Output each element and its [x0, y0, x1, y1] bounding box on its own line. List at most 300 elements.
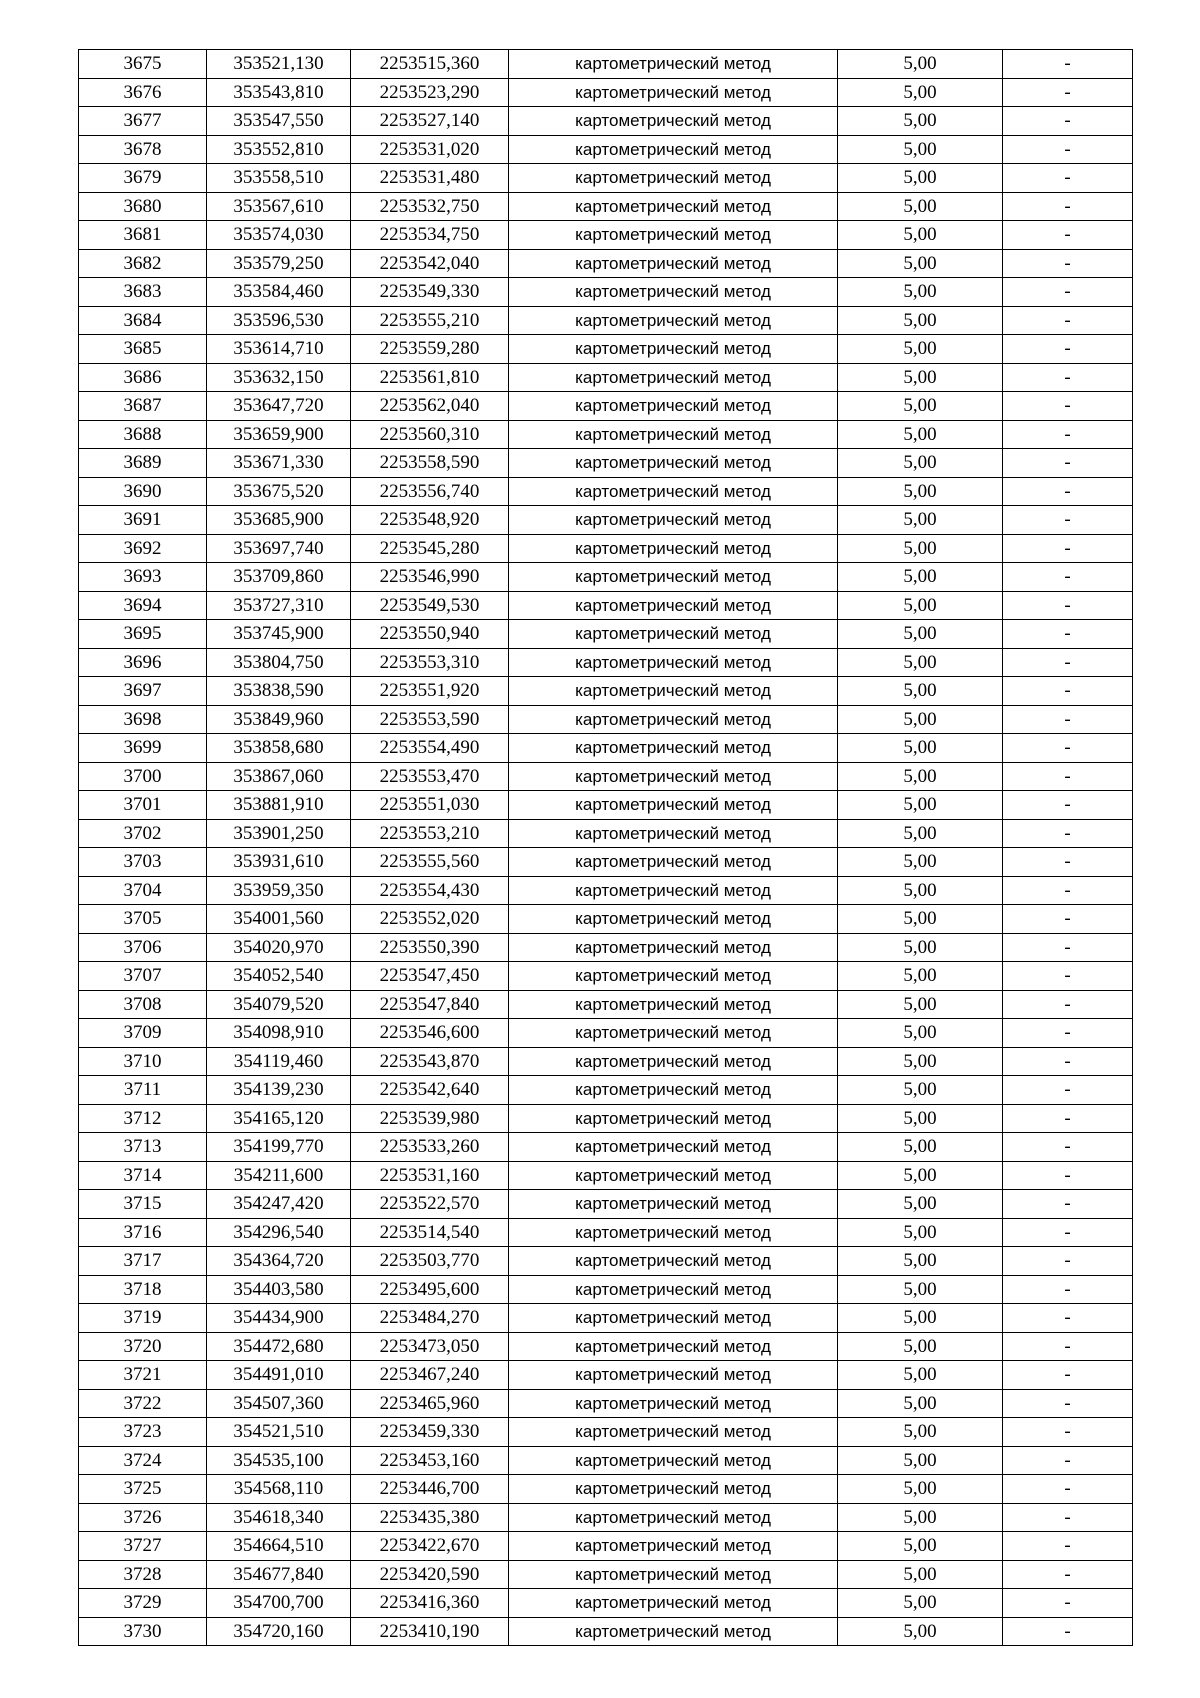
method-cell: картометрический метод — [509, 1247, 838, 1276]
description-cell: - — [1003, 705, 1133, 734]
y-coordinate-cell: 2253465,960 — [351, 1389, 509, 1418]
point-number-cell: 3676 — [79, 78, 207, 107]
point-number-cell: 3695 — [79, 620, 207, 649]
point-number-cell: 3712 — [79, 1104, 207, 1133]
x-coordinate-cell: 353685,900 — [207, 506, 351, 535]
method-cell: картометрический метод — [509, 1133, 838, 1162]
accuracy-cell: 5,00 — [838, 221, 1003, 250]
point-number-cell: 3694 — [79, 591, 207, 620]
point-number-cell: 3719 — [79, 1304, 207, 1333]
table-row — [79, 392, 1133, 421]
method-cell: картометрический метод — [509, 50, 838, 79]
x-coordinate-cell: 353521,130 — [207, 50, 351, 79]
accuracy-cell: 5,00 — [838, 1304, 1003, 1333]
table-row — [79, 1019, 1133, 1048]
table-row — [79, 506, 1133, 535]
table-row — [79, 1133, 1133, 1162]
x-coordinate-cell: 354700,700 — [207, 1589, 351, 1618]
description-cell: - — [1003, 1617, 1133, 1646]
method-cell: картометрический метод — [509, 1104, 838, 1133]
table-row — [79, 135, 1133, 164]
y-coordinate-cell: 2253560,310 — [351, 420, 509, 449]
y-coordinate-cell: 2253453,160 — [351, 1446, 509, 1475]
description-cell: - — [1003, 1019, 1133, 1048]
y-coordinate-cell: 2253553,310 — [351, 648, 509, 677]
x-coordinate-cell: 354677,840 — [207, 1560, 351, 1589]
point-number-cell: 3700 — [79, 762, 207, 791]
y-coordinate-cell: 2253546,990 — [351, 563, 509, 592]
point-number-cell: 3726 — [79, 1503, 207, 1532]
table-row — [79, 50, 1133, 79]
x-coordinate-cell: 354720,160 — [207, 1617, 351, 1646]
description-cell: - — [1003, 50, 1133, 79]
accuracy-cell: 5,00 — [838, 1275, 1003, 1304]
point-number-cell: 3727 — [79, 1532, 207, 1561]
x-coordinate-cell: 353838,590 — [207, 677, 351, 706]
point-number-cell: 3707 — [79, 962, 207, 991]
method-cell: картометрический метод — [509, 278, 838, 307]
method-cell: картометрический метод — [509, 962, 838, 991]
point-number-cell: 3724 — [79, 1446, 207, 1475]
method-cell: картометрический метод — [509, 1389, 838, 1418]
accuracy-cell: 5,00 — [838, 78, 1003, 107]
point-number-cell: 3704 — [79, 876, 207, 905]
point-number-cell: 3698 — [79, 705, 207, 734]
table-row — [79, 1361, 1133, 1390]
accuracy-cell: 5,00 — [838, 648, 1003, 677]
accuracy-cell: 5,00 — [838, 420, 1003, 449]
table-row — [79, 563, 1133, 592]
y-coordinate-cell: 2253522,570 — [351, 1190, 509, 1219]
x-coordinate-cell: 353901,250 — [207, 819, 351, 848]
accuracy-cell: 5,00 — [838, 876, 1003, 905]
point-number-cell: 3709 — [79, 1019, 207, 1048]
accuracy-cell: 5,00 — [838, 1361, 1003, 1390]
accuracy-cell: 5,00 — [838, 1190, 1003, 1219]
table-row — [79, 848, 1133, 877]
method-cell: картометрический метод — [509, 620, 838, 649]
accuracy-cell: 5,00 — [838, 734, 1003, 763]
method-cell: картометрический метод — [509, 107, 838, 136]
coordinates-table — [78, 49, 1133, 1646]
table-row — [79, 962, 1133, 991]
description-cell: - — [1003, 1589, 1133, 1618]
y-coordinate-cell: 2253553,470 — [351, 762, 509, 791]
accuracy-cell: 5,00 — [838, 107, 1003, 136]
description-cell: - — [1003, 848, 1133, 877]
point-number-cell: 3715 — [79, 1190, 207, 1219]
y-coordinate-cell: 2253514,540 — [351, 1218, 509, 1247]
y-coordinate-cell: 2253553,210 — [351, 819, 509, 848]
y-coordinate-cell: 2253515,360 — [351, 50, 509, 79]
y-coordinate-cell: 2253446,700 — [351, 1475, 509, 1504]
accuracy-cell: 5,00 — [838, 848, 1003, 877]
accuracy-cell: 5,00 — [838, 278, 1003, 307]
point-number-cell: 3711 — [79, 1076, 207, 1105]
x-coordinate-cell: 354491,010 — [207, 1361, 351, 1390]
method-cell: картометрический метод — [509, 1190, 838, 1219]
method-cell: картометрический метод — [509, 905, 838, 934]
method-cell: картометрический метод — [509, 78, 838, 107]
x-coordinate-cell: 353614,710 — [207, 335, 351, 364]
x-coordinate-cell: 354507,360 — [207, 1389, 351, 1418]
accuracy-cell: 5,00 — [838, 506, 1003, 535]
table-row — [79, 335, 1133, 364]
table-row — [79, 1332, 1133, 1361]
point-number-cell: 3678 — [79, 135, 207, 164]
description-cell: - — [1003, 192, 1133, 221]
accuracy-cell: 5,00 — [838, 705, 1003, 734]
method-cell: картометрический метод — [509, 990, 838, 1019]
y-coordinate-cell: 2253554,490 — [351, 734, 509, 763]
y-coordinate-cell: 2253473,050 — [351, 1332, 509, 1361]
accuracy-cell: 5,00 — [838, 192, 1003, 221]
description-cell: - — [1003, 677, 1133, 706]
x-coordinate-cell: 353881,910 — [207, 791, 351, 820]
method-cell: картометрический метод — [509, 591, 838, 620]
description-cell: - — [1003, 1361, 1133, 1390]
x-coordinate-cell: 353584,460 — [207, 278, 351, 307]
x-coordinate-cell: 354618,340 — [207, 1503, 351, 1532]
method-cell: картометрический метод — [509, 1617, 838, 1646]
table-row — [79, 1446, 1133, 1475]
accuracy-cell: 5,00 — [838, 1532, 1003, 1561]
method-cell: картометрический метод — [509, 306, 838, 335]
table-row — [79, 762, 1133, 791]
description-cell: - — [1003, 734, 1133, 763]
point-number-cell: 3716 — [79, 1218, 207, 1247]
accuracy-cell: 5,00 — [838, 1133, 1003, 1162]
table-row — [79, 164, 1133, 193]
x-coordinate-cell: 353647,720 — [207, 392, 351, 421]
x-coordinate-cell: 353709,860 — [207, 563, 351, 592]
y-coordinate-cell: 2253420,590 — [351, 1560, 509, 1589]
y-coordinate-cell: 2253531,480 — [351, 164, 509, 193]
method-cell: картометрический метод — [509, 1418, 838, 1447]
x-coordinate-cell: 353659,900 — [207, 420, 351, 449]
x-coordinate-cell: 354364,720 — [207, 1247, 351, 1276]
accuracy-cell: 5,00 — [838, 819, 1003, 848]
y-coordinate-cell: 2253410,190 — [351, 1617, 509, 1646]
description-cell: - — [1003, 1446, 1133, 1475]
description-cell: - — [1003, 477, 1133, 506]
y-coordinate-cell: 2253558,590 — [351, 449, 509, 478]
description-cell: - — [1003, 278, 1133, 307]
point-number-cell: 3729 — [79, 1589, 207, 1618]
point-number-cell: 3717 — [79, 1247, 207, 1276]
table-row — [79, 819, 1133, 848]
method-cell: картометрический метод — [509, 563, 838, 592]
point-number-cell: 3702 — [79, 819, 207, 848]
x-coordinate-cell: 354098,910 — [207, 1019, 351, 1048]
table-row — [79, 1617, 1133, 1646]
accuracy-cell: 5,00 — [838, 933, 1003, 962]
accuracy-cell: 5,00 — [838, 620, 1003, 649]
description-cell: - — [1003, 506, 1133, 535]
method-cell: картометрический метод — [509, 221, 838, 250]
description-cell: - — [1003, 1047, 1133, 1076]
accuracy-cell: 5,00 — [838, 791, 1003, 820]
description-cell: - — [1003, 249, 1133, 278]
table-row — [79, 1076, 1133, 1105]
table-row — [79, 477, 1133, 506]
method-cell: картометрический метод — [509, 335, 838, 364]
x-coordinate-cell: 353547,550 — [207, 107, 351, 136]
x-coordinate-cell: 353727,310 — [207, 591, 351, 620]
y-coordinate-cell: 2253416,360 — [351, 1589, 509, 1618]
table-row — [79, 620, 1133, 649]
table-row — [79, 990, 1133, 1019]
accuracy-cell: 5,00 — [838, 50, 1003, 79]
x-coordinate-cell: 353552,810 — [207, 135, 351, 164]
x-coordinate-cell: 354119,460 — [207, 1047, 351, 1076]
point-number-cell: 3686 — [79, 363, 207, 392]
method-cell: картометрический метод — [509, 819, 838, 848]
method-cell: картометрический метод — [509, 848, 838, 877]
table-row — [79, 1389, 1133, 1418]
accuracy-cell: 5,00 — [838, 1560, 1003, 1589]
method-cell: картометрический метод — [509, 449, 838, 478]
method-cell: картометрический метод — [509, 1218, 838, 1247]
accuracy-cell: 5,00 — [838, 306, 1003, 335]
method-cell: картометрический метод — [509, 249, 838, 278]
table-row — [79, 278, 1133, 307]
y-coordinate-cell: 2253547,450 — [351, 962, 509, 991]
y-coordinate-cell: 2253459,330 — [351, 1418, 509, 1447]
y-coordinate-cell: 2253554,430 — [351, 876, 509, 905]
table-row — [79, 363, 1133, 392]
table-row — [79, 705, 1133, 734]
x-coordinate-cell: 353567,610 — [207, 192, 351, 221]
x-coordinate-cell: 354403,580 — [207, 1275, 351, 1304]
method-cell: картометрический метод — [509, 1503, 838, 1532]
x-coordinate-cell: 354199,770 — [207, 1133, 351, 1162]
x-coordinate-cell: 354211,600 — [207, 1161, 351, 1190]
point-number-cell: 3720 — [79, 1332, 207, 1361]
point-number-cell: 3699 — [79, 734, 207, 763]
method-cell: картометрический метод — [509, 164, 838, 193]
table-row — [79, 648, 1133, 677]
point-number-cell: 3708 — [79, 990, 207, 1019]
x-coordinate-cell: 353558,510 — [207, 164, 351, 193]
point-number-cell: 3714 — [79, 1161, 207, 1190]
table-row — [79, 534, 1133, 563]
table-row — [79, 791, 1133, 820]
accuracy-cell: 5,00 — [838, 1104, 1003, 1133]
y-coordinate-cell: 2253484,270 — [351, 1304, 509, 1333]
method-cell: картометрический метод — [509, 677, 838, 706]
y-coordinate-cell: 2253422,670 — [351, 1532, 509, 1561]
method-cell: картометрический метод — [509, 392, 838, 421]
x-coordinate-cell: 353804,750 — [207, 648, 351, 677]
point-number-cell: 3728 — [79, 1560, 207, 1589]
y-coordinate-cell: 2253556,740 — [351, 477, 509, 506]
y-coordinate-cell: 2253561,810 — [351, 363, 509, 392]
accuracy-cell: 5,00 — [838, 1076, 1003, 1105]
table-row — [79, 1503, 1133, 1532]
description-cell: - — [1003, 1247, 1133, 1276]
x-coordinate-cell: 354472,680 — [207, 1332, 351, 1361]
description-cell: - — [1003, 876, 1133, 905]
point-number-cell: 3684 — [79, 306, 207, 335]
method-cell: картометрический метод — [509, 1332, 838, 1361]
accuracy-cell: 5,00 — [838, 1475, 1003, 1504]
x-coordinate-cell: 354434,900 — [207, 1304, 351, 1333]
table-row — [79, 78, 1133, 107]
table-row — [79, 1560, 1133, 1589]
table-row — [79, 192, 1133, 221]
accuracy-cell: 5,00 — [838, 591, 1003, 620]
description-cell: - — [1003, 620, 1133, 649]
point-number-cell: 3690 — [79, 477, 207, 506]
table-row — [79, 1218, 1133, 1247]
accuracy-cell: 5,00 — [838, 762, 1003, 791]
table-row — [79, 876, 1133, 905]
y-coordinate-cell: 2253550,390 — [351, 933, 509, 962]
table-row — [79, 449, 1133, 478]
table-row — [79, 1304, 1133, 1333]
y-coordinate-cell: 2253435,380 — [351, 1503, 509, 1532]
y-coordinate-cell: 2253549,530 — [351, 591, 509, 620]
description-cell: - — [1003, 1218, 1133, 1247]
method-cell: картометрический метод — [509, 705, 838, 734]
method-cell: картометрический метод — [509, 363, 838, 392]
accuracy-cell: 5,00 — [838, 1589, 1003, 1618]
description-cell: - — [1003, 1133, 1133, 1162]
accuracy-cell: 5,00 — [838, 1019, 1003, 1048]
description-cell: - — [1003, 1190, 1133, 1219]
description-cell: - — [1003, 78, 1133, 107]
y-coordinate-cell: 2253495,600 — [351, 1275, 509, 1304]
point-number-cell: 3706 — [79, 933, 207, 962]
point-number-cell: 3730 — [79, 1617, 207, 1646]
description-cell: - — [1003, 1161, 1133, 1190]
x-coordinate-cell: 354079,520 — [207, 990, 351, 1019]
method-cell: картометрический метод — [509, 1475, 838, 1504]
accuracy-cell: 5,00 — [838, 1617, 1003, 1646]
y-coordinate-cell: 2253545,280 — [351, 534, 509, 563]
y-coordinate-cell: 2253531,160 — [351, 1161, 509, 1190]
description-cell: - — [1003, 1560, 1133, 1589]
description-cell: - — [1003, 107, 1133, 136]
y-coordinate-cell: 2253542,640 — [351, 1076, 509, 1105]
method-cell: картометрический метод — [509, 1446, 838, 1475]
x-coordinate-cell: 353596,530 — [207, 306, 351, 335]
method-cell: картометрический метод — [509, 1560, 838, 1589]
coordinates-table-body — [79, 50, 1133, 1646]
method-cell: картометрический метод — [509, 1019, 838, 1048]
method-cell: картометрический метод — [509, 791, 838, 820]
table-row — [79, 1247, 1133, 1276]
y-coordinate-cell: 2253533,260 — [351, 1133, 509, 1162]
description-cell: - — [1003, 905, 1133, 934]
y-coordinate-cell: 2253550,940 — [351, 620, 509, 649]
x-coordinate-cell: 354664,510 — [207, 1532, 351, 1561]
description-cell: - — [1003, 335, 1133, 364]
table-row — [79, 1104, 1133, 1133]
point-number-cell: 3693 — [79, 563, 207, 592]
description-cell: - — [1003, 962, 1133, 991]
description-cell: - — [1003, 1104, 1133, 1133]
point-number-cell: 3718 — [79, 1275, 207, 1304]
y-coordinate-cell: 2253551,920 — [351, 677, 509, 706]
x-coordinate-cell: 354001,560 — [207, 905, 351, 934]
accuracy-cell: 5,00 — [838, 1047, 1003, 1076]
point-number-cell: 3713 — [79, 1133, 207, 1162]
method-cell: картометрический метод — [509, 1275, 838, 1304]
accuracy-cell: 5,00 — [838, 905, 1003, 934]
y-coordinate-cell: 2253532,750 — [351, 192, 509, 221]
point-number-cell: 3682 — [79, 249, 207, 278]
description-cell: - — [1003, 1418, 1133, 1447]
accuracy-cell: 5,00 — [838, 164, 1003, 193]
x-coordinate-cell: 353574,030 — [207, 221, 351, 250]
accuracy-cell: 5,00 — [838, 135, 1003, 164]
description-cell: - — [1003, 164, 1133, 193]
y-coordinate-cell: 2253467,240 — [351, 1361, 509, 1390]
y-coordinate-cell: 2253534,750 — [351, 221, 509, 250]
accuracy-cell: 5,00 — [838, 392, 1003, 421]
accuracy-cell: 5,00 — [838, 1332, 1003, 1361]
y-coordinate-cell: 2253523,290 — [351, 78, 509, 107]
method-cell: картометрический метод — [509, 506, 838, 535]
accuracy-cell: 5,00 — [838, 335, 1003, 364]
accuracy-cell: 5,00 — [838, 677, 1003, 706]
point-number-cell: 3691 — [79, 506, 207, 535]
x-coordinate-cell: 353745,900 — [207, 620, 351, 649]
description-cell: - — [1003, 1532, 1133, 1561]
x-coordinate-cell: 354568,110 — [207, 1475, 351, 1504]
point-number-cell: 3723 — [79, 1418, 207, 1447]
table-row — [79, 249, 1133, 278]
table-row — [79, 905, 1133, 934]
method-cell: картометрический метод — [509, 1047, 838, 1076]
method-cell: картометрический метод — [509, 1076, 838, 1105]
description-cell: - — [1003, 1275, 1133, 1304]
table-row — [79, 420, 1133, 449]
method-cell: картометрический метод — [509, 648, 838, 677]
method-cell: картометрический метод — [509, 876, 838, 905]
method-cell: картометрический метод — [509, 420, 838, 449]
accuracy-cell: 5,00 — [838, 449, 1003, 478]
description-cell: - — [1003, 392, 1133, 421]
point-number-cell: 3679 — [79, 164, 207, 193]
table-row — [79, 1532, 1133, 1561]
point-number-cell: 3701 — [79, 791, 207, 820]
method-cell: картометрический метод — [509, 762, 838, 791]
accuracy-cell: 5,00 — [838, 1161, 1003, 1190]
y-coordinate-cell: 2253548,920 — [351, 506, 509, 535]
point-number-cell: 3675 — [79, 50, 207, 79]
description-cell: - — [1003, 819, 1133, 848]
document-page — [78, 49, 1132, 1646]
y-coordinate-cell: 2253553,590 — [351, 705, 509, 734]
y-coordinate-cell: 2253542,040 — [351, 249, 509, 278]
x-coordinate-cell: 353579,250 — [207, 249, 351, 278]
x-coordinate-cell: 354296,540 — [207, 1218, 351, 1247]
point-number-cell: 3687 — [79, 392, 207, 421]
description-cell: - — [1003, 363, 1133, 392]
y-coordinate-cell: 2253562,040 — [351, 392, 509, 421]
y-coordinate-cell: 2253555,210 — [351, 306, 509, 335]
y-coordinate-cell: 2253551,030 — [351, 791, 509, 820]
point-number-cell: 3696 — [79, 648, 207, 677]
point-number-cell: 3681 — [79, 221, 207, 250]
accuracy-cell: 5,00 — [838, 1247, 1003, 1276]
method-cell: картометрический метод — [509, 734, 838, 763]
x-coordinate-cell: 354139,230 — [207, 1076, 351, 1105]
table-row — [79, 734, 1133, 763]
